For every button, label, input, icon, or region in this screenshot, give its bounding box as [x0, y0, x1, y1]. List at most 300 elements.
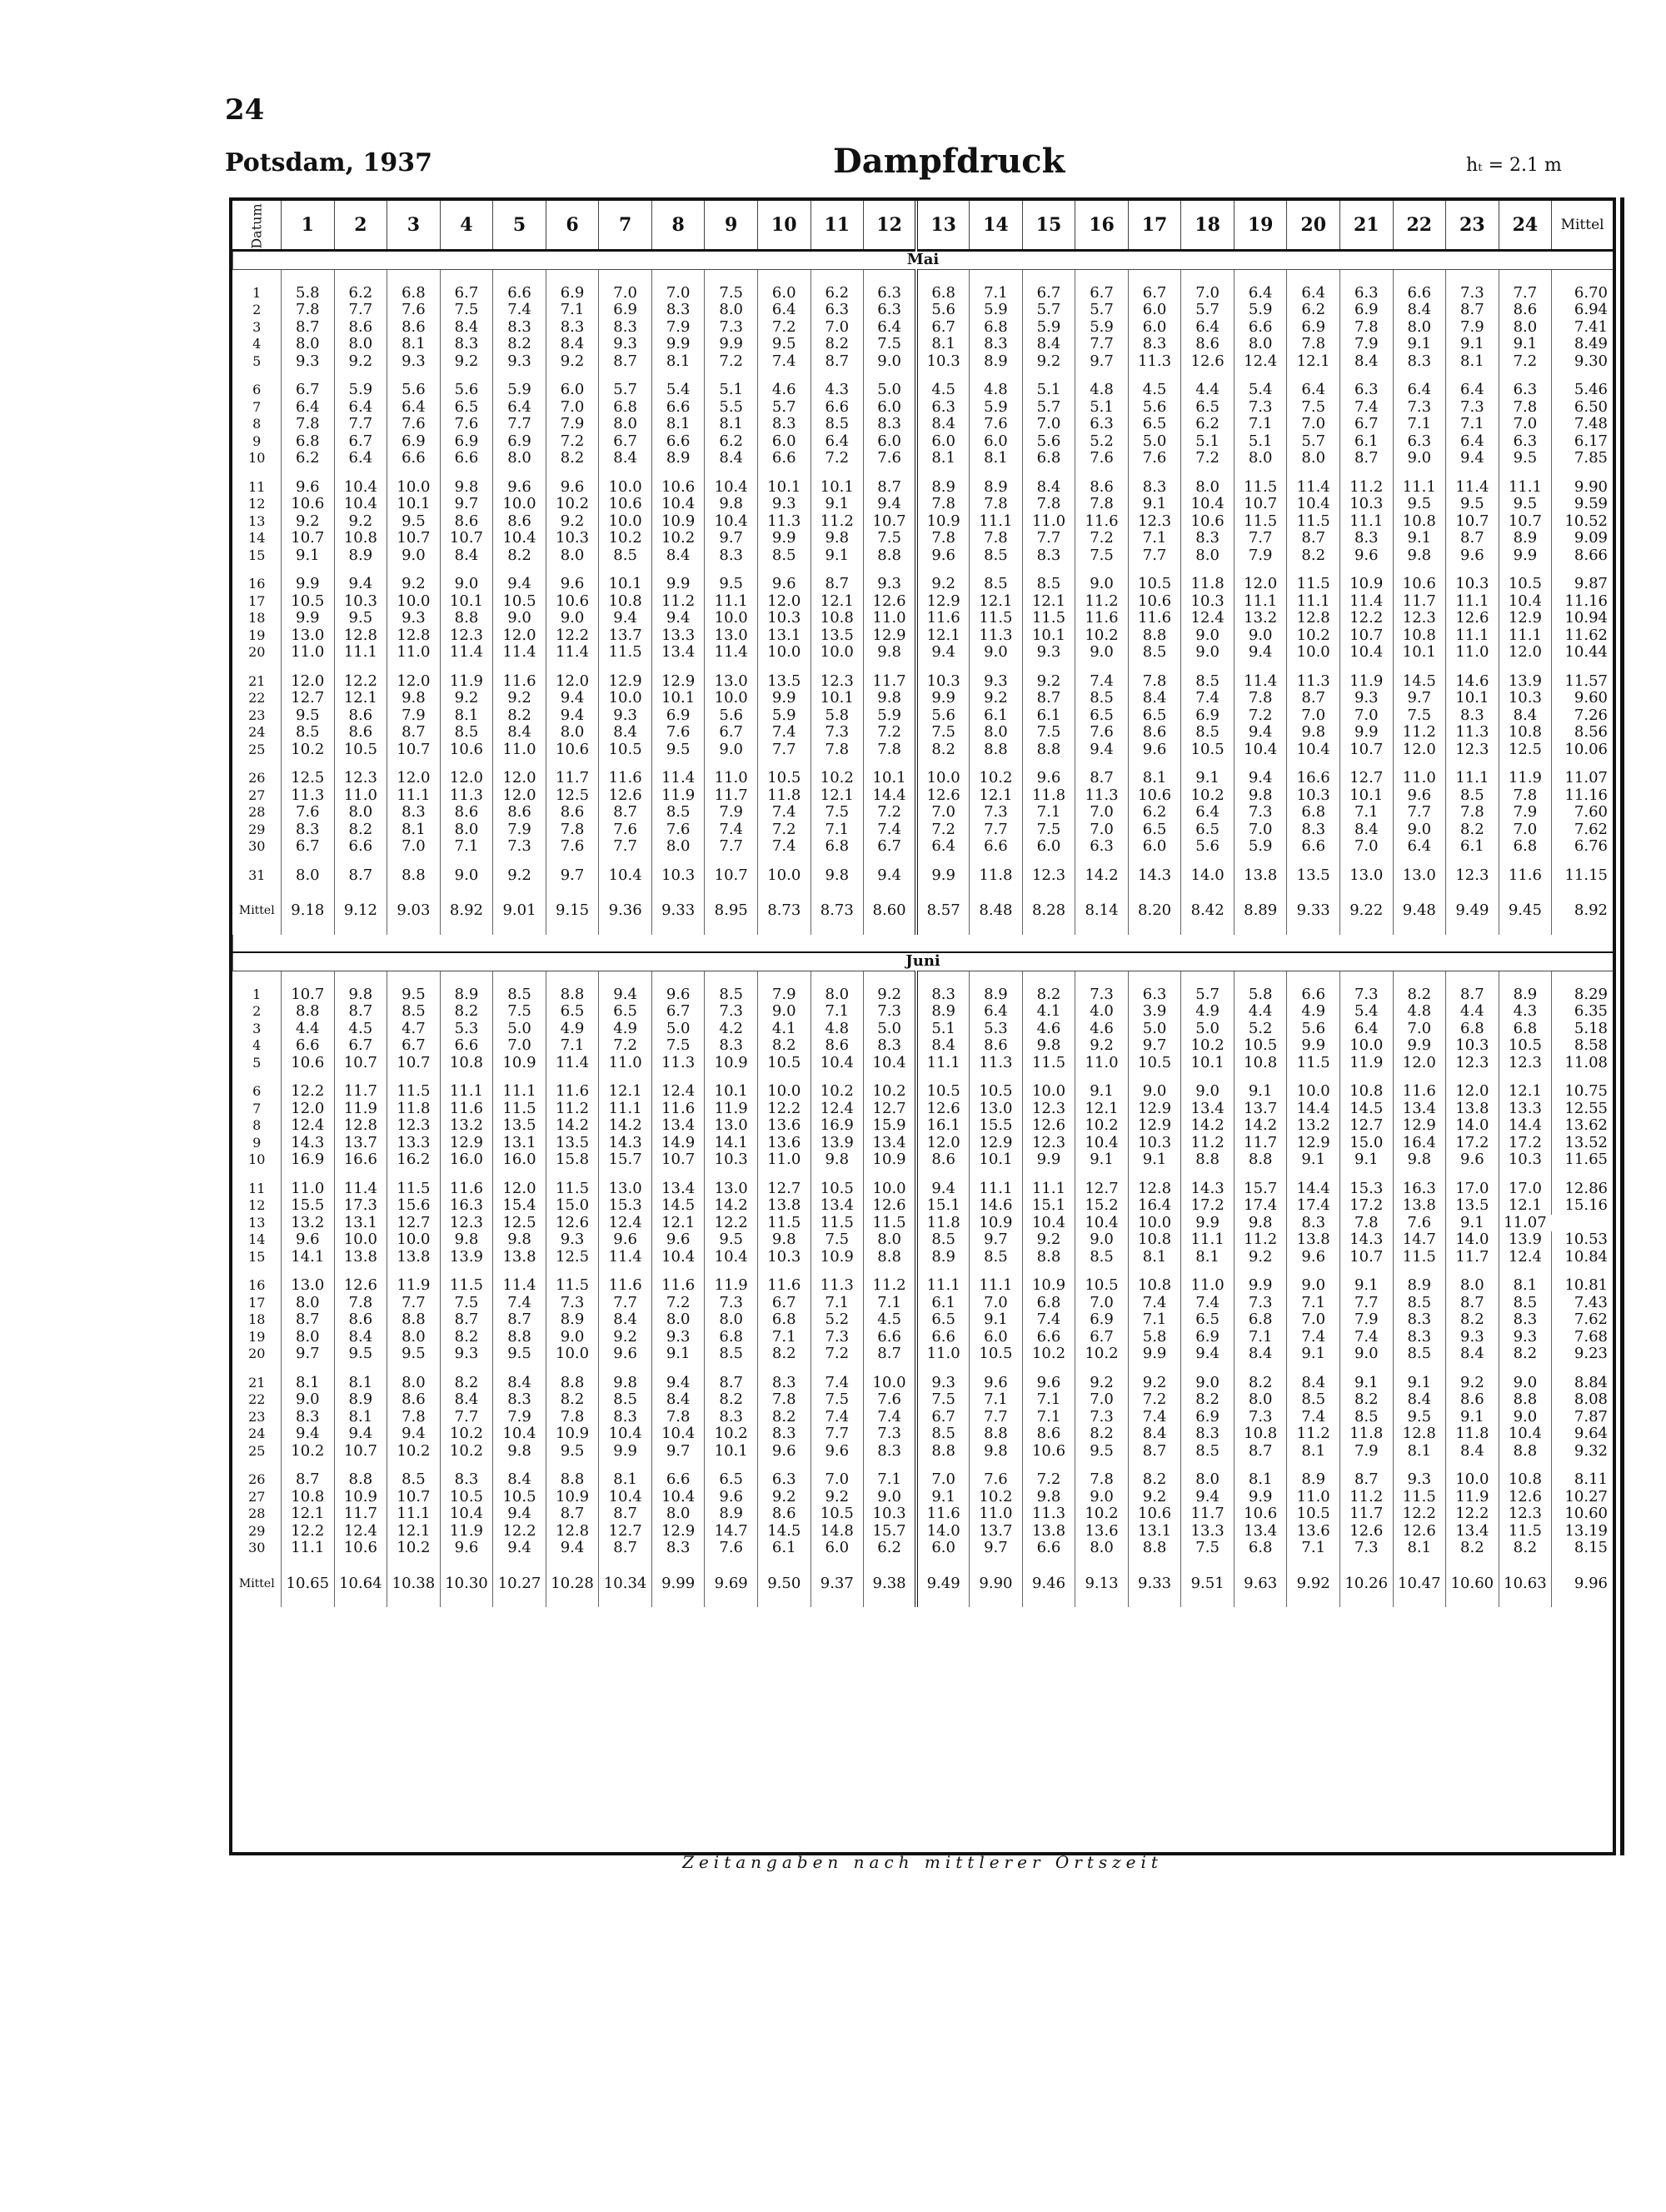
hourly-value: 9.5	[1499, 450, 1552, 467]
table-row	[233, 741, 1614, 759]
hourly-value: 7.1	[1022, 1391, 1075, 1409]
hourly-value: 10.0	[387, 467, 441, 497]
hourly-value: 11.5	[1234, 467, 1287, 497]
hourly-value: 9.1	[1499, 336, 1552, 353]
day-number: 28	[248, 804, 266, 820]
header-hour: 24	[1499, 201, 1552, 251]
table-row	[233, 724, 1614, 741]
hourly-value: 11.9	[440, 1523, 493, 1540]
hourly-mean: 9.49	[1446, 884, 1499, 935]
hourly-value: 15.4	[493, 1197, 546, 1215]
hourly-mean: 8.92	[440, 884, 493, 935]
hourly-value: 10.0	[1128, 1215, 1181, 1232]
hourly-value: 7.0	[811, 1460, 864, 1489]
day-number: 16	[248, 1277, 266, 1293]
hourly-value: 7.7	[599, 838, 652, 856]
hourly-value: 10.4	[1287, 496, 1340, 513]
hourly-mean: 9.03	[387, 884, 441, 935]
hourly-value: 10.5	[970, 1346, 1023, 1363]
hourly-value: 9.0	[864, 1489, 917, 1506]
hourly-value: 8.2	[1128, 1460, 1181, 1489]
hourly-value: 11.0	[916, 1346, 970, 1363]
hourly-value: 6.8	[705, 1329, 758, 1346]
hourly-value: 5.5	[705, 399, 758, 417]
hourly-value: 5.7	[1022, 399, 1075, 417]
daily-mean: 11.65	[1552, 1151, 1613, 1169]
hourly-value: 14.2	[705, 1197, 758, 1215]
hourly-value: 8.0	[651, 1311, 705, 1329]
hourly-mean: 8.14	[1075, 884, 1129, 935]
hourly-value: 9.4	[387, 1426, 441, 1443]
hourly-value: 9.8	[1287, 724, 1340, 741]
daily-mean: 8.84	[1552, 1363, 1613, 1392]
day-number: 10	[248, 1151, 266, 1167]
hourly-value: 4.9	[546, 1021, 599, 1038]
hourly-value: 8.3	[1499, 1311, 1552, 1329]
hourly-value: 11.3	[757, 513, 811, 531]
hourly-value: 11.3	[970, 1055, 1023, 1072]
hourly-value: 10.2	[1287, 627, 1340, 645]
hourly-value: 6.9	[599, 302, 652, 319]
header-hour: 4	[440, 201, 493, 251]
hourly-value: 10.8	[1499, 1460, 1552, 1489]
header-hour: 14	[970, 201, 1023, 251]
hourly-value: 5.9	[757, 707, 811, 725]
hourly-value: 4.9	[1181, 1003, 1235, 1021]
month-title-row	[233, 251, 1614, 270]
hourly-value: 10.3	[705, 1151, 758, 1169]
hourly-value: 12.0	[1499, 644, 1552, 662]
table-row	[233, 1135, 1614, 1152]
daily-mean: 11.08	[1552, 1055, 1613, 1072]
hourly-value: 10.5	[1499, 1037, 1552, 1055]
hourly-value: 11.6	[651, 1266, 705, 1295]
hourly-value: 15.3	[599, 1197, 652, 1215]
section-divider-cell	[233, 935, 1614, 953]
hourly-value: 8.0	[387, 1329, 441, 1346]
hourly-value: 13.6	[757, 1135, 811, 1152]
hourly-value: 11.6	[493, 662, 546, 691]
hourly-value: 6.8	[1287, 804, 1340, 821]
hourly-value: 6.5	[1181, 821, 1235, 839]
daily-mean: 8.58	[1552, 1037, 1613, 1055]
hourly-value: 7.5	[1075, 547, 1129, 565]
hourly-value: 15.6	[387, 1197, 441, 1215]
hourly-value: 7.8	[1446, 804, 1499, 821]
hourly-value: 11.0	[282, 1169, 335, 1198]
hourly-value: 8.1	[599, 1460, 652, 1489]
hourly-value: 10.7	[1339, 741, 1393, 759]
hourly-value: 6.1	[970, 707, 1023, 725]
hourly-value: 8.7	[705, 1363, 758, 1392]
day-number: 15	[248, 547, 266, 563]
daily-mean: 5.18	[1552, 1021, 1613, 1038]
hourly-value: 12.0	[440, 758, 493, 787]
hourly-value: 17.2	[1339, 1197, 1393, 1215]
hourly-mean: 8.89	[1234, 884, 1287, 935]
hourly-value: 11.3	[1446, 724, 1499, 741]
hourly-value: 15.1	[1022, 1197, 1075, 1215]
day-number: 22	[248, 1391, 266, 1407]
hourly-value: 14.2	[1234, 1117, 1287, 1135]
hourly-value: 10.4	[599, 856, 652, 885]
hourly-value: 11.5	[864, 1215, 917, 1232]
hourly-value: 8.8	[916, 1443, 970, 1461]
hourly-value: 11.6	[916, 610, 970, 627]
table-row	[233, 1021, 1614, 1038]
hourly-value: 11.0	[387, 644, 441, 662]
table-row	[233, 496, 1614, 513]
hourly-value: 13.2	[282, 1215, 335, 1232]
hourly-value: 8.0	[546, 724, 599, 741]
hourly-value: 7.5	[651, 1037, 705, 1055]
hourly-mean: 9.38	[864, 1557, 917, 1608]
hourly-value: 7.8	[970, 496, 1023, 513]
hourly-value: 14.1	[705, 1135, 758, 1152]
hourly-value: 7.1	[1393, 416, 1446, 433]
hourly-value: 6.3	[864, 302, 917, 319]
hourly-value: 9.2	[970, 690, 1023, 707]
hourly-value: 11.9	[440, 662, 493, 691]
header-hour: 10	[757, 201, 811, 251]
hourly-value: 12.3	[334, 758, 387, 787]
hourly-value: 11.0	[1181, 1266, 1235, 1295]
hourly-mean: 10.34	[599, 1557, 652, 1608]
hourly-value: 10.6	[1128, 1505, 1181, 1523]
hourly-value: 6.9	[651, 707, 705, 725]
day-number: 9	[252, 432, 262, 449]
hourly-value: 9.9	[282, 610, 335, 627]
hourly-value: 12.4	[334, 1523, 387, 1540]
hourly-value: 11.8	[1446, 1426, 1499, 1443]
table-row	[233, 1363, 1614, 1392]
hourly-value: 7.8	[651, 1409, 705, 1426]
daily-mean: 11.07	[1499, 1215, 1552, 1232]
header-hour: 1	[282, 201, 335, 251]
header-hour: 2	[334, 201, 387, 251]
hourly-value: 6.3	[757, 1460, 811, 1489]
hourly-value: 11.2	[1075, 593, 1129, 611]
hourly-value: 9.9	[1287, 1037, 1340, 1055]
hourly-value: 12.5	[1499, 741, 1552, 759]
hourly-value: 7.6	[387, 416, 441, 433]
day-number: 13	[248, 1214, 266, 1231]
hourly-value: 9.2	[1128, 1489, 1181, 1506]
hourly-value: 8.2	[546, 450, 599, 467]
hourly-value: 7.6	[599, 821, 652, 839]
hourly-value: 11.1	[970, 1266, 1023, 1295]
header-hour: 16	[1075, 201, 1129, 251]
hourly-value: 6.3	[1339, 269, 1393, 302]
daily-mean: 6.76	[1552, 838, 1613, 856]
day-number: 14	[248, 1231, 266, 1247]
hourly-value: 12.6	[1339, 1523, 1393, 1540]
hourly-value: 12.8	[334, 1117, 387, 1135]
hourly-value: 8.3	[1022, 547, 1075, 565]
hourly-value: 14.3	[599, 1135, 652, 1152]
day-number: 19	[248, 627, 266, 643]
hourly-value: 7.8	[546, 821, 599, 839]
hourly-value: 11.4	[440, 644, 493, 662]
hourly-value: 12.6	[1499, 1489, 1552, 1506]
hourly-value: 11.1	[1446, 593, 1499, 611]
hourly-value: 10.8	[1128, 1231, 1181, 1249]
hourly-value: 5.6	[440, 370, 493, 399]
hourly-value: 6.0	[864, 399, 917, 417]
hourly-value: 7.2	[705, 353, 758, 371]
header-hour: 18	[1181, 201, 1235, 251]
hourly-value: 8.6	[334, 1311, 387, 1329]
hourly-value: 11.5	[1022, 1055, 1075, 1072]
day-number: 5	[252, 1054, 262, 1071]
hourly-value: 10.7	[1446, 513, 1499, 531]
hourly-value: 7.7	[599, 1295, 652, 1312]
hourly-value: 9.9	[916, 856, 970, 885]
hourly-value: 10.9	[811, 1249, 864, 1266]
hourly-value: 9.5	[334, 1346, 387, 1363]
hourly-value: 7.7	[1075, 336, 1129, 353]
hourly-value: 10.8	[1393, 513, 1446, 531]
day-number: 23	[248, 1408, 266, 1425]
hourly-value: 11.9	[1339, 1055, 1393, 1072]
hourly-value: 10.2	[1075, 627, 1129, 645]
hourly-value: 10.2	[1075, 1346, 1129, 1363]
hourly-value: 11.5	[546, 1169, 599, 1198]
hourly-value: 12.6	[1181, 353, 1235, 371]
hourly-value: 12.3	[811, 662, 864, 691]
hourly-value: 9.2	[1446, 1363, 1499, 1392]
hourly-value: 15.8	[546, 1151, 599, 1169]
hourly-value: 10.7	[440, 530, 493, 547]
hourly-value: 8.5	[705, 971, 758, 1003]
hourly-value: 8.2	[1075, 1426, 1129, 1443]
hourly-value: 7.9	[1339, 1311, 1393, 1329]
hourly-value: 14.3	[1339, 1231, 1393, 1249]
hourly-value: 7.0	[1393, 1021, 1446, 1038]
hourly-value: 8.5	[440, 724, 493, 741]
hourly-value: 13.4	[1393, 1101, 1446, 1118]
hourly-value: 13.4	[651, 1169, 705, 1198]
hourly-value: 13.8	[1393, 1197, 1446, 1215]
hourly-value: 8.5	[705, 1346, 758, 1363]
hourly-value: 11.4	[705, 644, 758, 662]
hourly-value: 9.4	[493, 564, 546, 593]
hourly-value: 11.2	[864, 1266, 917, 1295]
hourly-value: 7.6	[970, 1460, 1023, 1489]
hourly-value: 10.5	[493, 593, 546, 611]
hourly-value: 7.5	[705, 269, 758, 302]
hourly-value: 10.7	[282, 530, 335, 547]
hourly-value: 5.1	[1181, 433, 1235, 451]
hourly-value: 8.8	[1181, 1151, 1235, 1169]
hourly-value: 9.2	[864, 971, 917, 1003]
hourly-value: 14.2	[546, 1117, 599, 1135]
hourly-value: 5.9	[1075, 319, 1129, 337]
hourly-value: 6.5	[1181, 1311, 1235, 1329]
hourly-value: 6.2	[705, 433, 758, 451]
hourly-value: 7.7	[1022, 530, 1075, 547]
hourly-value: 8.7	[811, 564, 864, 593]
hourly-value: 10.4	[1339, 644, 1393, 662]
hourly-value: 10.5	[757, 1055, 811, 1072]
hourly-value: 6.7	[387, 1037, 441, 1055]
hourly-value: 7.1	[970, 269, 1023, 302]
hourly-value: 11.5	[387, 1169, 441, 1198]
hourly-value: 12.3	[440, 627, 493, 645]
hourly-value: 11.9	[387, 1266, 441, 1295]
hourly-value: 9.0	[546, 610, 599, 627]
hourly-value: 4.3	[811, 370, 864, 399]
hourly-value: 10.9	[493, 1055, 546, 1072]
hourly-value: 7.3	[546, 1295, 599, 1312]
hourly-value: 11.0	[1393, 758, 1446, 787]
day-number: 23	[248, 707, 266, 723]
hourly-value: 6.7	[334, 433, 387, 451]
table-row	[233, 1055, 1614, 1072]
hourly-value: 8.1	[651, 353, 705, 371]
hourly-value: 7.4	[1022, 1311, 1075, 1329]
day-number: 25	[248, 1442, 266, 1459]
daily-mean: 8.11	[1552, 1460, 1613, 1489]
hourly-value: 9.3	[916, 1363, 970, 1392]
hourly-value: 8.0	[546, 547, 599, 565]
day-number: 6	[252, 382, 262, 397]
hourly-value: 7.8	[1075, 1460, 1129, 1489]
hourly-value: 10.1	[1393, 644, 1446, 662]
hourly-value: 6.5	[599, 1003, 652, 1021]
hourly-value: 10.3	[546, 530, 599, 547]
hourly-value: 7.1	[1287, 1295, 1340, 1312]
header-hour: 17	[1128, 201, 1181, 251]
table-row	[233, 1249, 1614, 1266]
hourly-value: 8.5	[1499, 1295, 1552, 1312]
hourly-value: 6.2	[282, 450, 335, 467]
hourly-value: 10.0	[546, 1346, 599, 1363]
table-row	[233, 416, 1614, 433]
hourly-value: 12.5	[546, 1249, 599, 1266]
hourly-value: 6.6	[757, 450, 811, 467]
hourly-value: 10.3	[864, 1505, 917, 1523]
hourly-value: 8.5	[599, 547, 652, 565]
hourly-value: 6.6	[493, 269, 546, 302]
hourly-value: 12.8	[1128, 1169, 1181, 1198]
hourly-mean: 10.30	[440, 1557, 493, 1608]
hourly-value: 8.2	[1181, 1391, 1235, 1409]
hourly-value: 10.7	[705, 856, 758, 885]
hourly-value: 9.9	[282, 564, 335, 593]
hourly-value: 7.9	[387, 707, 441, 725]
hourly-value: 9.9	[916, 690, 970, 707]
hourly-value: 4.0	[1075, 1003, 1129, 1021]
hourly-value: 13.8	[1022, 1523, 1075, 1540]
hourly-value: 9.6	[1339, 547, 1393, 565]
month-title: Mai	[233, 251, 1614, 270]
hourly-value: 7.0	[651, 269, 705, 302]
hourly-value: 10.0	[1287, 644, 1340, 662]
hourly-value: 8.0	[970, 724, 1023, 741]
hourly-value: 11.8	[1181, 564, 1235, 593]
hourly-value: 9.9	[651, 564, 705, 593]
day-number: 7	[252, 398, 262, 415]
hourly-value: 7.7	[493, 416, 546, 433]
hourly-value: 12.0	[493, 758, 546, 787]
hourly-value: 11.0	[757, 1151, 811, 1169]
hourly-value: 10.7	[387, 530, 441, 547]
hourly-value: 5.1	[705, 370, 758, 399]
table-row	[233, 1231, 1614, 1249]
hourly-value: 5.2	[811, 1311, 864, 1329]
hourly-value: 7.0	[1075, 1295, 1129, 1312]
hourly-value: 7.5	[864, 530, 917, 547]
hourly-value: 9.0	[1075, 644, 1129, 662]
hourly-value: 9.1	[1339, 1151, 1393, 1169]
hourly-value: 12.8	[334, 627, 387, 645]
hourly-value: 10.5	[493, 1489, 546, 1506]
hourly-value: 8.3	[864, 1037, 917, 1055]
hourly-value: 12.3	[1446, 741, 1499, 759]
hourly-value: 8.4	[916, 416, 970, 433]
hourly-mean: 8.73	[757, 884, 811, 935]
hourly-value: 7.3	[864, 1426, 917, 1443]
hourly-value: 11.2	[1181, 1135, 1235, 1152]
header-hour: 8	[651, 201, 705, 251]
hourly-value: 11.8	[757, 787, 811, 805]
daily-mean: 9.64	[1552, 1426, 1613, 1443]
hourly-value: 10.2	[970, 1489, 1023, 1506]
hourly-value: 11.4	[1446, 467, 1499, 497]
hourly-value: 6.4	[387, 399, 441, 417]
day-number: 3	[252, 318, 262, 335]
hourly-value: 7.2	[1181, 450, 1235, 467]
hourly-value: 13.2	[1287, 1117, 1340, 1135]
hourly-value: 9.0	[1393, 821, 1446, 839]
day-number: 9	[252, 1134, 262, 1151]
hourly-value: 7.1	[1287, 1540, 1340, 1557]
table-row	[233, 758, 1614, 787]
hourly-value: 9.2	[1234, 1249, 1287, 1266]
hourly-value: 15.1	[916, 1197, 970, 1215]
hourly-value: 12.2	[1393, 1505, 1446, 1523]
hourly-value: 14.0	[1446, 1117, 1499, 1135]
hourly-value: 11.5	[1022, 610, 1075, 627]
hourly-value: 13.4	[864, 1135, 917, 1152]
hourly-value: 10.1	[705, 1443, 758, 1461]
hourly-value: 10.3	[1446, 1037, 1499, 1055]
table-row	[233, 319, 1614, 337]
hourly-value: 7.1	[811, 1295, 864, 1312]
hourly-value: 8.1	[916, 450, 970, 467]
hourly-value: 4.5	[1128, 370, 1181, 399]
hourly-mean: 9.15	[546, 884, 599, 935]
hourly-value: 4.1	[1022, 1003, 1075, 1021]
hourly-value: 8.3	[1339, 530, 1393, 547]
hourly-value: 7.3	[970, 804, 1023, 821]
hourly-value: 7.5	[1022, 724, 1075, 741]
header-hour: 20	[1287, 201, 1340, 251]
hourly-value: 9.6	[1022, 758, 1075, 787]
hourly-value: 14.5	[651, 1197, 705, 1215]
table-row	[233, 1101, 1614, 1118]
hourly-value: 8.7	[1287, 530, 1340, 547]
hourly-value: 7.9	[651, 319, 705, 337]
hourly-value: 9.8	[440, 1231, 493, 1249]
hourly-value: 7.1	[1022, 804, 1075, 821]
hourly-value: 6.6	[651, 1460, 705, 1489]
hourly-value: 7.0	[916, 804, 970, 821]
hourly-value: 9.4	[1234, 644, 1287, 662]
hourly-value: 9.7	[440, 496, 493, 513]
hourly-value: 6.1	[1022, 707, 1075, 725]
